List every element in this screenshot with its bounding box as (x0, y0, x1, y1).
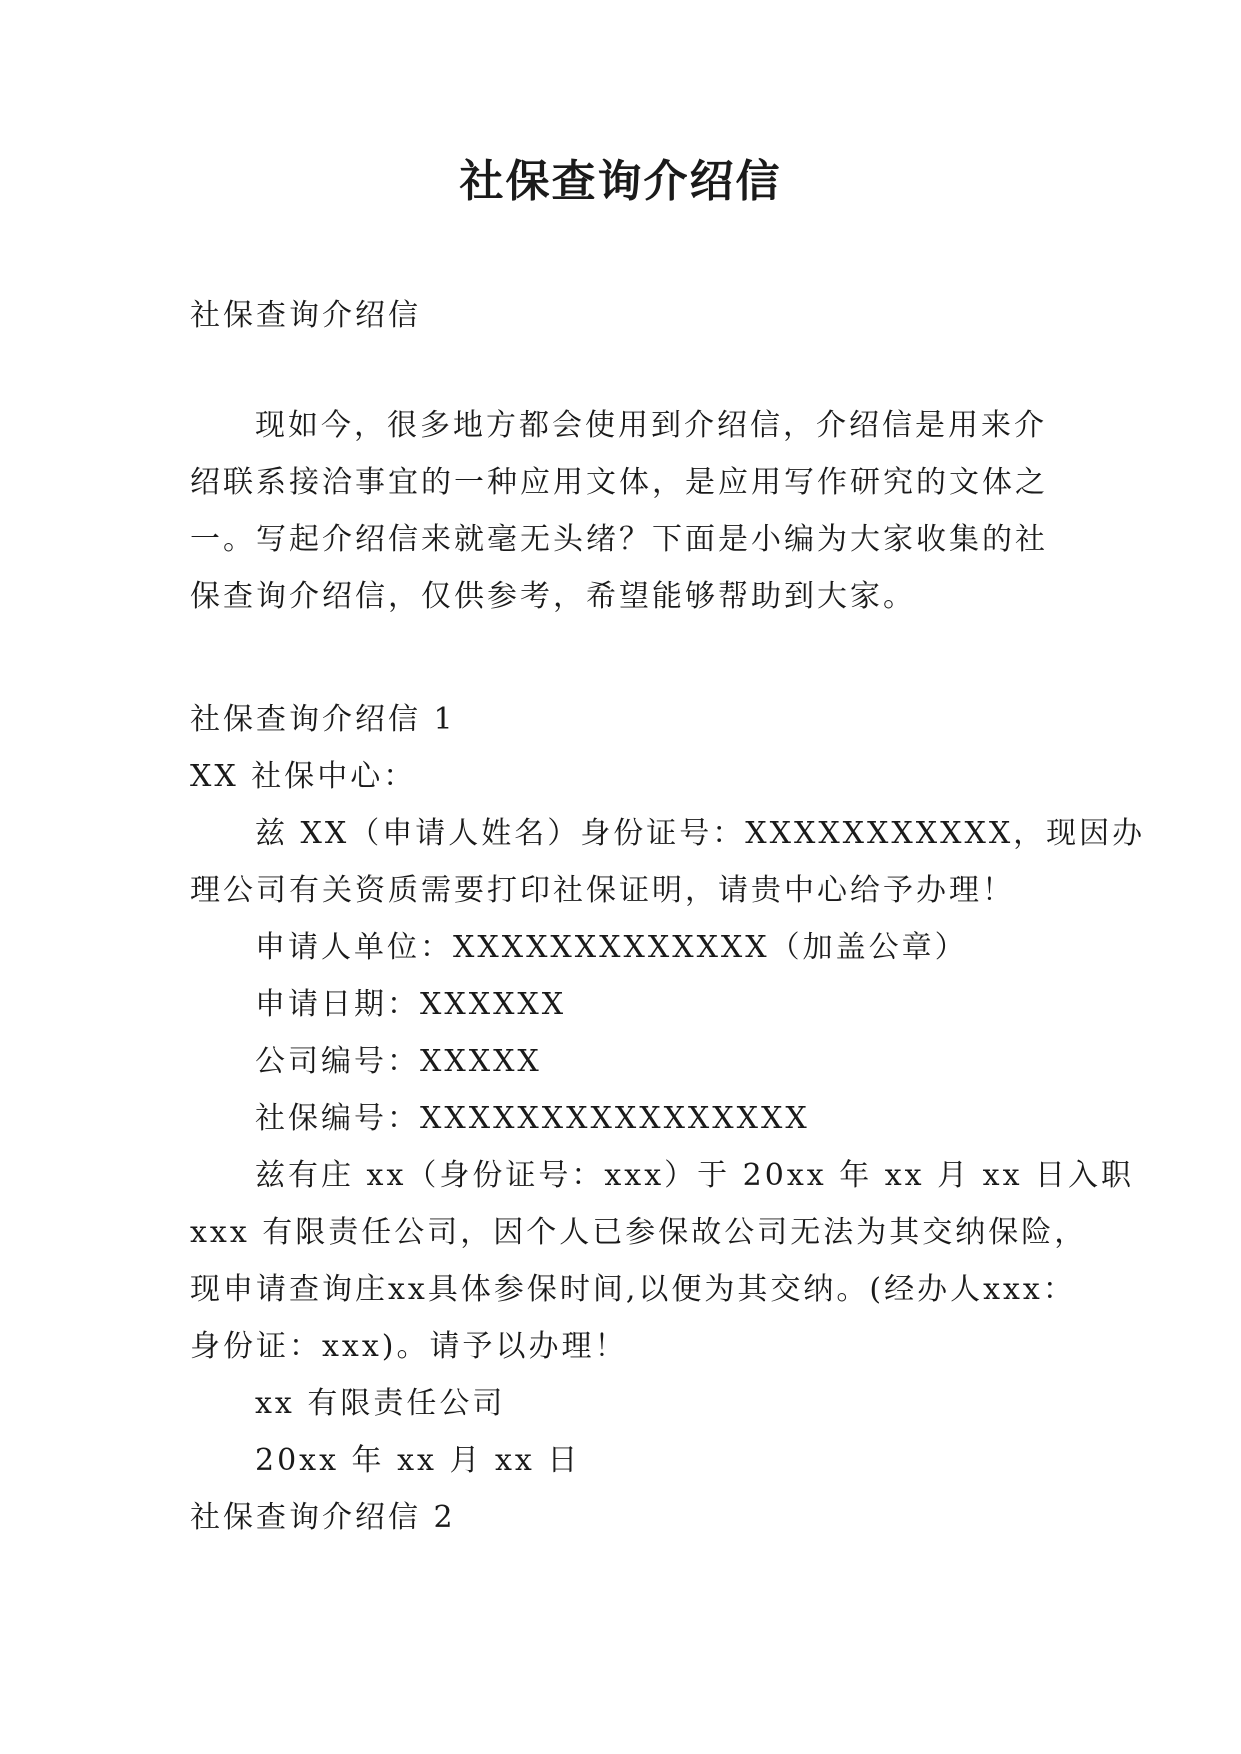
letter1-body-line-2: 理公司有关资质需要打印社保证明，请贵中心给予办理！ (190, 873, 1015, 908)
intro-line-1: 现如今，很多地方都会使用到介绍信，介绍信是用来介 (255, 408, 1047, 443)
letter1-para2-line-4: 身份证：xxx)。请予以办理！ (190, 1329, 628, 1364)
document-subtitle: 社保查询介绍信 (190, 298, 421, 333)
letter1-signature-company: xx 有限责任公司 (255, 1386, 506, 1421)
letter1-para2-line-1: 兹有庄 xx（身份证号：xxx）于 20xx 年 xx 月 xx 日入职 (255, 1158, 1135, 1193)
intro-line-3: 一。写起介绍信来就毫无头绪？下面是小编为大家收集的社 (190, 522, 1048, 557)
document-title: 社保查询介绍信 (459, 156, 782, 207)
letter1-para2-line-2: xxx 有限责任公司，因个人已参保故公司无法为其交纳保险， (190, 1215, 1088, 1250)
letter2-heading: 社保查询介绍信 2 (190, 1500, 456, 1535)
letter1-applicant-unit: 申请人单位：XXXXXXXXXXXXX（加盖公章） (255, 930, 968, 965)
letter1-heading: 社保查询介绍信 1 (190, 702, 456, 737)
letter1-company-no: 公司编号：XXXXX (255, 1044, 542, 1079)
letter1-salutation: XX 社保中心： (190, 759, 417, 794)
letter1-body-line-1: 兹 XX（申请人姓名）身份证号：XXXXXXXXXXX，现因办 (255, 816, 1146, 851)
letter1-signature-date: 20xx 年 xx 月 xx 日 (255, 1443, 581, 1478)
intro-line-4: 保查询介绍信，仅供参考，希望能够帮助到大家。 (190, 579, 916, 614)
intro-line-2: 绍联系接洽事宜的一种应用文体，是应用写作研究的文体之 (190, 465, 1048, 500)
letter1-social-security-no: 社保编号：XXXXXXXXXXXXXXXX (255, 1101, 810, 1136)
letter1-para2-line-3: 现申请查询庄xx具体参保时间,以便为其交纳。(经办人xxx： (190, 1272, 1076, 1307)
letter1-apply-date: 申请日期：XXXXXX (255, 987, 567, 1022)
